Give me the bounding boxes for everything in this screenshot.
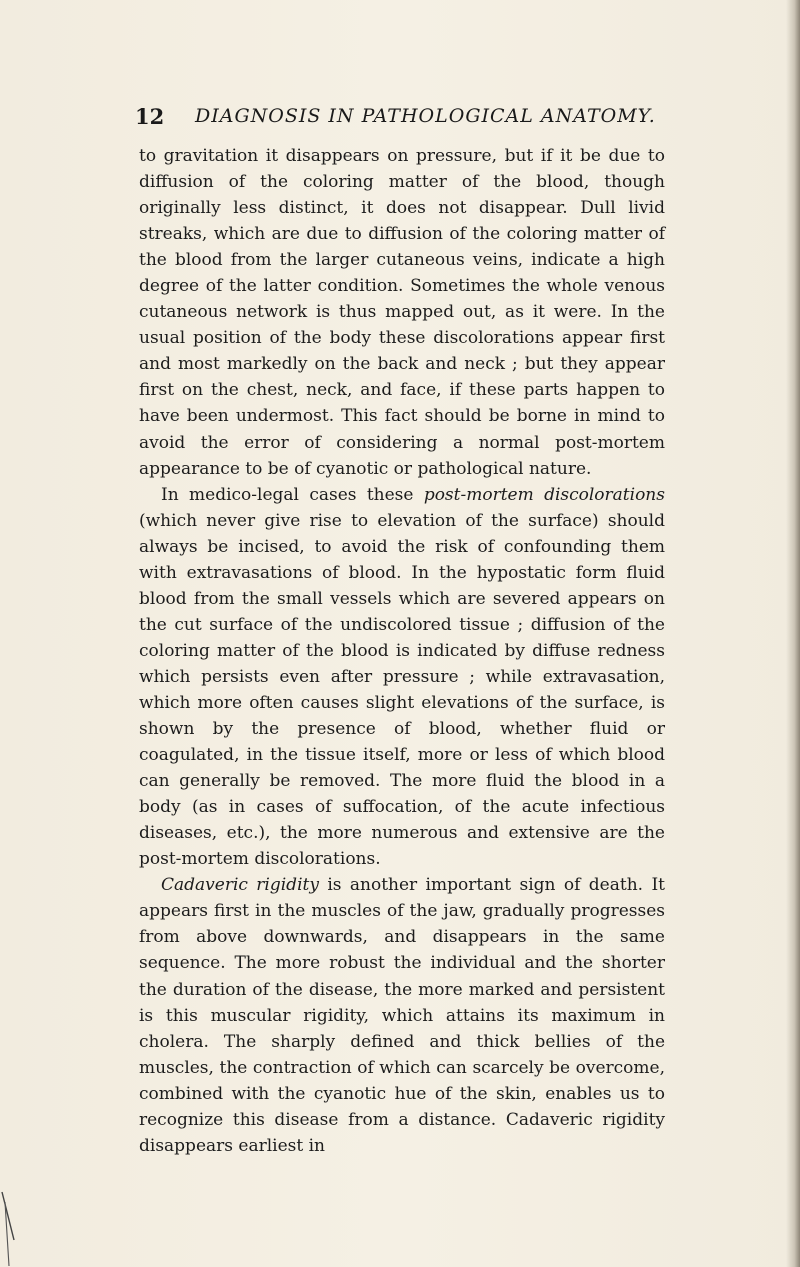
pencil-mark <box>0 1190 40 1267</box>
paragraph-3-emphasis: Cadaveric rigidity <box>161 875 319 896</box>
paragraph-2-lead: In medico-legal cases these <box>161 484 424 505</box>
running-head-title: DIAGNOSIS IN PATHOLOGICAL ANATOMY. <box>195 105 656 127</box>
body-text <box>139 143 665 1159</box>
running-header <box>135 104 665 134</box>
page-edge-shadow <box>786 0 800 1267</box>
paragraph-2 <box>139 482 665 873</box>
paragraph-3 <box>139 872 665 1159</box>
paragraph-1: to gravitation it disappears on pressure, but if it be due to diffusion of the coloring matter of the blood, though originally less distinct, it does not disappear. Dull livid streaks, which are due to diffusion of the coloring matter of the blood from the larger cutaneous veins, indicate a high degree of the latter condition. Sometimes the whole venous cutaneous network is thus mapped out, as it were. In the usual position of the body these discolorations appear first and most markedly on the back and neck ; but they appear first on the chest, neck, and face, if these parts happen to have been undermost. This fact should be borne in mind to avoid the error of considering a normal post-mortem appearance to be of cyanotic or pathological nature. <box>139 146 665 479</box>
paragraph-2-emphasis: post-mortem discolorations <box>423 484 665 505</box>
paragraph-3-text: is another important sign of death. It appears first in the muscles of the jaw, gradually progresses from above downwards, and disappears in the same sequence. The more robust the individual and the shorter the duration of the disease, the more marked and persistent is this muscular rigidity, which attains its maximum in cholera. The sharply defined and thick bellies of the muscles, the contraction of which can scarcely be overcome, combined with the cyanotic hue of the skin, enables us to recognize this disease from a distance. Cadaveric rigidity disappears earliest in <box>139 875 665 1156</box>
paragraph-2-text: (which never give rise to elevation of the surface) should always be incised, to avoid the risk of confounding them with extravasations of blood. In the hypostatic form fluid blood from the small vessels which are severed appears on the cut surface of the undiscolored tissue ; diffusion of the coloring matter of the blood is indicated by diffuse redness which persists even after pressure ; while extravasation, which more often causes slight elevations of the surface, is shown by the presence of blood, whether fluid or coagulated, in the tissue itself, more or less of which blood can generally be removed. The more fluid the blood in a body (as in cases of suffocation, of the acute infectious diseases, etc.), the more numerous and extensive are the post-mortem discolorations. <box>139 510 665 870</box>
page-number: 12 <box>135 104 165 129</box>
